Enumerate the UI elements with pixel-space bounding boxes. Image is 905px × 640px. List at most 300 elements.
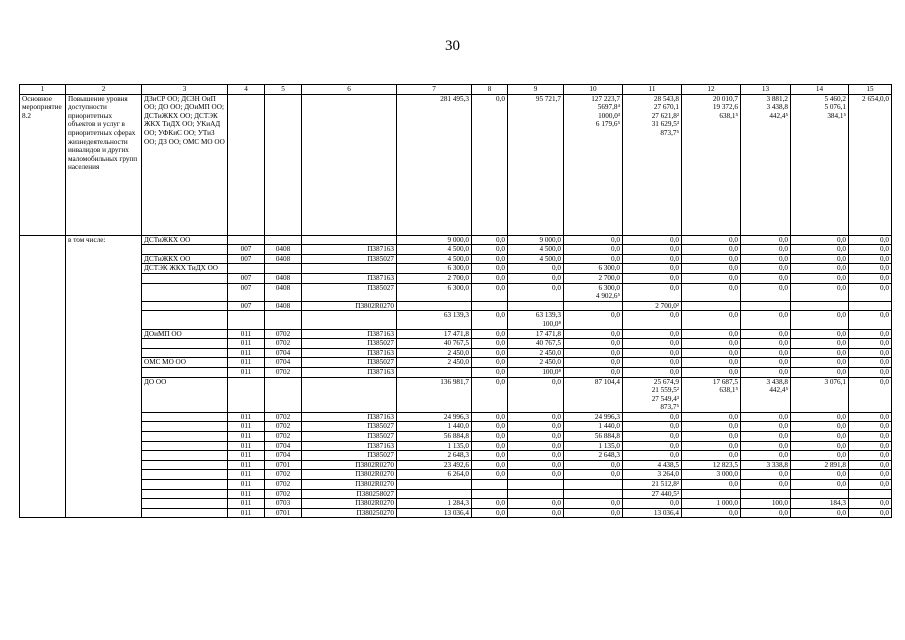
column-number-6: 6: [302, 85, 397, 95]
value-cell-col-13: [741, 489, 791, 499]
target-article-cell: [302, 377, 397, 412]
value-cell-col-11: 27 440,5³: [623, 489, 682, 499]
value-cell-col-11: 0,0: [623, 283, 682, 301]
value-cell-col-8: 0,0: [472, 470, 508, 480]
value-cell-col-9: 0,0: [508, 432, 564, 442]
value-cell-col-12: [682, 301, 741, 311]
executor-cell: ОМС МО ОО: [142, 358, 228, 368]
executor-cell: [142, 441, 228, 451]
code-cell: 011: [228, 499, 265, 509]
table-row: [20, 499, 892, 509]
value-cell-col-8: 0,0: [472, 329, 508, 339]
value-cell-col-15: 0,0: [849, 377, 892, 412]
value-cell-col-15: 0,0: [849, 367, 892, 377]
section-cell: 0408: [265, 245, 302, 255]
value-cell-col-14: 0,0: [791, 508, 849, 518]
target-article-cell: П385027: [302, 358, 397, 368]
value-cell-col-12: 0,0: [682, 273, 741, 283]
value-cell-col-14: 0,0: [791, 451, 849, 461]
table-row: [20, 412, 892, 422]
value-cell-col-13: 3 338,8: [741, 460, 791, 470]
section-cell: 0701: [265, 508, 302, 518]
value-cell-col-11: 2 700,0²: [623, 301, 682, 311]
value-cell-col-12: 12 823,5: [682, 460, 741, 470]
section-cell: 0704: [265, 451, 302, 461]
value-cell-col-8: 0,0: [472, 245, 508, 255]
value-cell-col-13: 0,0: [741, 422, 791, 432]
column-number-9: 9: [508, 85, 564, 95]
target-article-cell: П3802R0270: [302, 470, 397, 480]
value-cell-col-11: 0,0: [623, 422, 682, 432]
value-cell-col-8: 0,0: [472, 367, 508, 377]
code-cell: 007: [228, 301, 265, 311]
table-row: [20, 367, 892, 377]
section-cell: [265, 311, 302, 329]
value-cell-col-11: 0,0: [623, 235, 682, 245]
section-cell: 0702: [265, 480, 302, 490]
section-cell: 0704: [265, 441, 302, 451]
executor-cell: ДО ОО: [142, 377, 228, 412]
value-cell-col-9: 0,0: [508, 283, 564, 301]
target-article-cell: П3802R0270: [302, 480, 397, 490]
value-cell-col-8: 0,0: [472, 311, 508, 329]
column-number-2: 2: [66, 85, 142, 95]
value-cell-col-9: 0,0: [508, 273, 564, 283]
value-cell-col-8: [472, 480, 508, 490]
table-row: [20, 460, 892, 470]
table-row: [20, 422, 892, 432]
target-article-cell: П3802R0270: [302, 460, 397, 470]
code-cell: 011: [228, 489, 265, 499]
value-cell-col-12: 0,0: [682, 367, 741, 377]
value-cell-col-10: 0,0: [564, 235, 623, 245]
value-cell-col-12: 0,0: [682, 480, 741, 490]
section-cell: [265, 235, 302, 245]
value-cell-col-11: 0,0: [623, 432, 682, 442]
value-cell-col-15: 0,0: [849, 412, 892, 422]
value-cell-col-7: [397, 489, 472, 499]
event-value-col-12: 20 010,7 19 372,6 638,1⁵: [682, 94, 741, 235]
value-cell-col-13: 0,0: [741, 358, 791, 368]
event-executors: ДЗиСР ОО; ДСЗН ОиП ОО; ДО ОО; ДОиМП ОО; ДСТиЖКХ ОО; ДСТЭК ЖКХ ТиДХ ОО; УКиАД ОО; УФКиС ОО; УТиЗ ОО; ДЗ ОО; ОМС МО ОО: [142, 94, 228, 235]
value-cell-col-7: 1 284,3: [397, 499, 472, 509]
section-cell: 0701: [265, 460, 302, 470]
value-cell-col-13: 0,0: [741, 264, 791, 274]
value-cell-col-12: 0,0: [682, 432, 741, 442]
value-cell-col-13: 0,0: [741, 470, 791, 480]
target-article-cell: П385027: [302, 432, 397, 442]
value-cell-col-8: 0,0: [472, 508, 508, 518]
table-row: [20, 245, 892, 255]
target-article-cell: П387163: [302, 329, 397, 339]
code-cell: 007: [228, 254, 265, 264]
code-cell: 007: [228, 245, 265, 255]
value-cell-col-14: 0,0: [791, 367, 849, 377]
value-cell-col-14: 0,0: [791, 245, 849, 255]
value-cell-col-12: 0,0: [682, 235, 741, 245]
value-cell-col-8: [472, 489, 508, 499]
value-cell-col-12: 0,0: [682, 451, 741, 461]
value-cell-col-15: 0,0: [849, 264, 892, 274]
code-cell: 011: [228, 432, 265, 442]
event-c6: [302, 94, 397, 235]
value-cell-col-8: 0,0: [472, 451, 508, 461]
column-number-14: 14: [791, 85, 849, 95]
value-cell-col-9: 2 450,0: [508, 348, 564, 358]
value-cell-col-10: 24 996,3: [564, 412, 623, 422]
executor-cell: [142, 311, 228, 329]
column-number-3: 3: [142, 85, 228, 95]
table-row: [20, 329, 892, 339]
code-cell: 011: [228, 470, 265, 480]
executor-cell: ДСТЭК ЖКХ ТиДХ ОО: [142, 264, 228, 274]
value-cell-col-8: 0,0: [472, 235, 508, 245]
value-cell-col-15: 0,0: [849, 451, 892, 461]
value-cell-col-10: 0,0: [564, 470, 623, 480]
value-cell-col-14: 0,0: [791, 273, 849, 283]
value-cell-col-15: 0,0: [849, 245, 892, 255]
value-cell-col-15: 0,0: [849, 470, 892, 480]
value-cell-col-10: 6 300,0 4 902,6⁵: [564, 283, 623, 301]
table-row: [20, 377, 892, 412]
event-c5: [265, 94, 302, 235]
value-cell-col-15: [849, 301, 892, 311]
target-article-cell: П3802R0270: [302, 499, 397, 509]
value-cell-col-15: 0,0: [849, 358, 892, 368]
value-cell-col-15: 0,0: [849, 348, 892, 358]
value-cell-col-7: 6 300,0: [397, 264, 472, 274]
value-cell-col-10: 0,0: [564, 245, 623, 255]
value-cell-col-14: [791, 301, 849, 311]
target-article-cell: П387163: [302, 441, 397, 451]
value-cell-col-7: 24 996,3: [397, 412, 472, 422]
executor-cell: [142, 339, 228, 349]
value-cell-col-10: 56 884,8: [564, 432, 623, 442]
code-cell: 011: [228, 412, 265, 422]
value-cell-col-9: 0,0: [508, 499, 564, 509]
value-cell-col-7: 23 492,6: [397, 460, 472, 470]
executor-cell: [142, 367, 228, 377]
table-row: [20, 301, 892, 311]
code-cell: 011: [228, 339, 265, 349]
column-number-11: 11: [623, 85, 682, 95]
executor-cell: [142, 508, 228, 518]
value-cell-col-8: 0,0: [472, 460, 508, 470]
value-cell-col-13: 0,0: [741, 245, 791, 255]
value-cell-col-13: [741, 301, 791, 311]
executor-cell: [142, 245, 228, 255]
value-cell-col-11: 0,0: [623, 451, 682, 461]
table-row: [20, 451, 892, 461]
target-article-cell: П385027: [302, 254, 397, 264]
code-cell: [228, 377, 265, 412]
value-cell-col-9: 40 767,5: [508, 339, 564, 349]
table-row: [20, 441, 892, 451]
section-cell: 0702: [265, 329, 302, 339]
value-cell-col-12: 0,0: [682, 283, 741, 301]
event-value-col-14: 5 460,2 5 076,1 384,1⁵: [791, 94, 849, 235]
value-cell-col-13: 0,0: [741, 311, 791, 329]
value-cell-col-10: 0,0: [564, 311, 623, 329]
value-cell-col-12: 0,0: [682, 358, 741, 368]
executor-cell: [142, 470, 228, 480]
value-cell-col-7: 4 500,0: [397, 254, 472, 264]
value-cell-col-15: 0,0: [849, 311, 892, 329]
value-cell-col-7: [397, 301, 472, 311]
value-cell-col-10: 0,0: [564, 508, 623, 518]
value-cell-col-15: 0,0: [849, 273, 892, 283]
table-row: [20, 489, 892, 499]
column-number-7: 7: [397, 85, 472, 95]
target-article-cell: П387163: [302, 412, 397, 422]
value-cell-col-7: 2 450,0: [397, 348, 472, 358]
section-cell: [265, 264, 302, 274]
target-article-cell: П385027: [302, 283, 397, 301]
value-cell-col-9: [508, 301, 564, 311]
target-article-cell: П385027: [302, 451, 397, 461]
value-cell-col-11: 0,0: [623, 254, 682, 264]
value-cell-col-12: 0,0: [682, 422, 741, 432]
value-cell-col-10: 2 700,0: [564, 273, 623, 283]
value-cell-col-11: 0,0: [623, 264, 682, 274]
value-cell-col-11: 0,0: [623, 311, 682, 329]
value-cell-col-9: 9 000,0: [508, 235, 564, 245]
event-label: Основное мероприятие 8.2: [20, 94, 66, 235]
value-cell-col-10: [564, 480, 623, 490]
table-row: [20, 480, 892, 490]
value-cell-col-12: 0,0: [682, 348, 741, 358]
value-cell-col-10: [564, 301, 623, 311]
value-cell-col-10: 0,0: [564, 254, 623, 264]
value-cell-col-14: 2 891,8: [791, 460, 849, 470]
value-cell-col-14: 0,0: [791, 441, 849, 451]
value-cell-col-11: 25 674,9 21 559,5² 27 549,4³ 873,7⁵: [623, 377, 682, 412]
section-cell: 0702: [265, 339, 302, 349]
code-cell: 011: [228, 329, 265, 339]
value-cell-col-9: 2 450,0: [508, 358, 564, 368]
value-cell-col-9: 63 139,3 100,0⁸: [508, 311, 564, 329]
value-cell-col-9: 100,0⁸: [508, 367, 564, 377]
value-cell-col-14: 0,0: [791, 235, 849, 245]
value-cell-col-12: [682, 489, 741, 499]
event-value-col-15: 2 654,0,0: [849, 94, 892, 235]
code-cell: 011: [228, 460, 265, 470]
code-cell: 011: [228, 367, 265, 377]
section-cell: 0702: [265, 367, 302, 377]
value-cell-col-13: 0,0: [741, 508, 791, 518]
section-cell: 0408: [265, 283, 302, 301]
column-number-15: 15: [849, 85, 892, 95]
value-cell-col-13: 100,0: [741, 499, 791, 509]
event-c4: [228, 94, 265, 235]
column-number-5: 5: [265, 85, 302, 95]
event-value-col-9: 95 721,7: [508, 94, 564, 235]
value-cell-col-14: [791, 489, 849, 499]
value-cell-col-10: 0,0: [564, 348, 623, 358]
value-cell-col-15: [849, 489, 892, 499]
table-row: [20, 508, 892, 518]
executor-cell: [142, 499, 228, 509]
value-cell-col-14: 0,0: [791, 339, 849, 349]
value-cell-col-13: 0,0: [741, 367, 791, 377]
value-cell-col-10: 87 104,4: [564, 377, 623, 412]
value-cell-col-15: 0,0: [849, 441, 892, 451]
value-cell-col-11: 0,0: [623, 367, 682, 377]
value-cell-col-11: 0,0: [623, 412, 682, 422]
value-cell-col-8: 0,0: [472, 432, 508, 442]
value-cell-col-14: 0,0: [791, 348, 849, 358]
code-cell: 011: [228, 508, 265, 518]
value-cell-col-8: 0,0: [472, 358, 508, 368]
value-cell-col-15: 0,0: [849, 339, 892, 349]
value-cell-col-14: 0,0: [791, 264, 849, 274]
event-value-col-10: 127 223,7 5697,8⁴ 1000,0³ 6 179,6⁵: [564, 94, 623, 235]
section-cell: 0702: [265, 422, 302, 432]
value-cell-col-13: 0,0: [741, 283, 791, 301]
budget-table: [19, 84, 892, 518]
target-article-cell: П387163: [302, 273, 397, 283]
event-value-col-11: 28 543,8 27 670,1 27 621,8² 31 629,5³ 873,7⁵: [623, 94, 682, 235]
section-cell: 0702: [265, 412, 302, 422]
value-cell-col-13: 0,0: [741, 273, 791, 283]
value-cell-col-8: 0,0: [472, 339, 508, 349]
table-row: [20, 358, 892, 368]
value-cell-col-10: 0,0: [564, 499, 623, 509]
value-cell-col-11: 3 264,0: [623, 470, 682, 480]
value-cell-col-15: 0,0: [849, 432, 892, 442]
value-cell-col-9: 0,0: [508, 264, 564, 274]
value-cell-col-11: 0,0: [623, 329, 682, 339]
value-cell-col-13: 0,0: [741, 329, 791, 339]
target-article-cell: П380250270: [302, 508, 397, 518]
value-cell-col-7: 136 981,7: [397, 377, 472, 412]
value-cell-col-7: 2 700,0: [397, 273, 472, 283]
target-article-cell: П380258027: [302, 489, 397, 499]
value-cell-col-8: 0,0: [472, 377, 508, 412]
value-cell-col-7: 2 450,0: [397, 358, 472, 368]
value-cell-col-10: 0,0: [564, 367, 623, 377]
value-cell-col-14: 0,0: [791, 470, 849, 480]
target-article-cell: [302, 235, 397, 245]
executor-cell: [142, 283, 228, 301]
event-value-col-8: 0,0: [472, 94, 508, 235]
target-article-cell: П385027: [302, 339, 397, 349]
value-cell-col-9: 0,0: [508, 422, 564, 432]
section-cell: [265, 377, 302, 412]
value-cell-col-13: 0,0: [741, 412, 791, 422]
value-cell-col-15: 0,0: [849, 460, 892, 470]
column-number-13: 13: [741, 85, 791, 95]
value-cell-col-7: 6 300,0: [397, 283, 472, 301]
target-article-cell: [302, 264, 397, 274]
value-cell-col-13: 3 438,8 442,4⁵: [741, 377, 791, 412]
table-row: [20, 311, 892, 329]
executor-cell: [142, 273, 228, 283]
value-cell-col-14: 3 076,1: [791, 377, 849, 412]
event-description: Повышение уровня доступности приоритетных объектов и услуг в приоритетных сферах жизнедеятельности инвалидов и других маломобильных групп населения: [66, 94, 142, 235]
column-number-4: 4: [228, 85, 265, 95]
value-cell-col-15: 0,0: [849, 480, 892, 490]
value-cell-col-7: 2 648,3: [397, 451, 472, 461]
value-cell-col-14: 0,0: [791, 412, 849, 422]
executor-cell: ДОиМП ОО: [142, 329, 228, 339]
value-cell-col-15: 0,0: [849, 508, 892, 518]
value-cell-col-12: 0,0: [682, 329, 741, 339]
value-cell-col-9: 0,0: [508, 460, 564, 470]
executor-cell: [142, 460, 228, 470]
value-cell-col-7: 1 440,0: [397, 422, 472, 432]
value-cell-col-11: 0,0: [623, 358, 682, 368]
value-cell-col-11: 13 036,4: [623, 508, 682, 518]
event-label-continuation: [20, 235, 66, 518]
value-cell-col-8: [472, 301, 508, 311]
value-cell-col-8: 0,0: [472, 441, 508, 451]
value-cell-col-9: 0,0: [508, 470, 564, 480]
column-number-8: 8: [472, 85, 508, 95]
code-cell: 007: [228, 273, 265, 283]
value-cell-col-8: 0,0: [472, 283, 508, 301]
executor-cell: [142, 451, 228, 461]
value-cell-col-7: 4 500,0: [397, 245, 472, 255]
value-cell-col-12: 1 000,0: [682, 499, 741, 509]
value-cell-col-12: 0,0: [682, 441, 741, 451]
value-cell-col-9: 0,0: [508, 412, 564, 422]
in-that-number-label: в том числе:: [66, 235, 142, 518]
value-cell-col-13: 0,0: [741, 235, 791, 245]
value-cell-col-13: 0,0: [741, 451, 791, 461]
value-cell-col-7: 17 471,8: [397, 329, 472, 339]
executor-cell: [142, 480, 228, 490]
value-cell-col-8: 0,0: [472, 422, 508, 432]
value-cell-col-10: 0,0: [564, 460, 623, 470]
table-row: [20, 235, 892, 245]
table-row: [20, 470, 892, 480]
value-cell-col-14: 184,3: [791, 499, 849, 509]
target-article-cell: П3802R0270: [302, 301, 397, 311]
value-cell-col-7: 13 036,4: [397, 508, 472, 518]
table-row: [20, 273, 892, 283]
value-cell-col-11: 0,0: [623, 339, 682, 349]
value-cell-col-7: 6 264,0: [397, 470, 472, 480]
value-cell-col-11: 0,0: [623, 245, 682, 255]
value-cell-col-14: 0,0: [791, 329, 849, 339]
executor-cell: [142, 489, 228, 499]
section-cell: 0703: [265, 499, 302, 509]
column-number-row: [20, 85, 892, 95]
value-cell-col-12: 3 000,0: [682, 470, 741, 480]
value-cell-col-9: 4 500,0: [508, 254, 564, 264]
executor-cell: [142, 412, 228, 422]
value-cell-col-14: 0,0: [791, 311, 849, 329]
code-cell: 011: [228, 358, 265, 368]
value-cell-col-12: 0,0: [682, 254, 741, 264]
value-cell-col-7: 1 135,0: [397, 441, 472, 451]
column-number-12: 12: [682, 85, 741, 95]
value-cell-col-10: 2 648,3: [564, 451, 623, 461]
value-cell-col-13: 0,0: [741, 441, 791, 451]
value-cell-col-8: 0,0: [472, 264, 508, 274]
value-cell-col-12: 17 687,5 638,1⁵: [682, 377, 741, 412]
table-row: [20, 264, 892, 274]
event-row: [20, 94, 892, 235]
section-cell: 0702: [265, 489, 302, 499]
value-cell-col-10: 6 300,0: [564, 264, 623, 274]
target-article-cell: П385027: [302, 422, 397, 432]
value-cell-col-8: 0,0: [472, 499, 508, 509]
value-cell-col-12: 0,0: [682, 264, 741, 274]
value-cell-col-14: 0,0: [791, 432, 849, 442]
table-row: [20, 432, 892, 442]
